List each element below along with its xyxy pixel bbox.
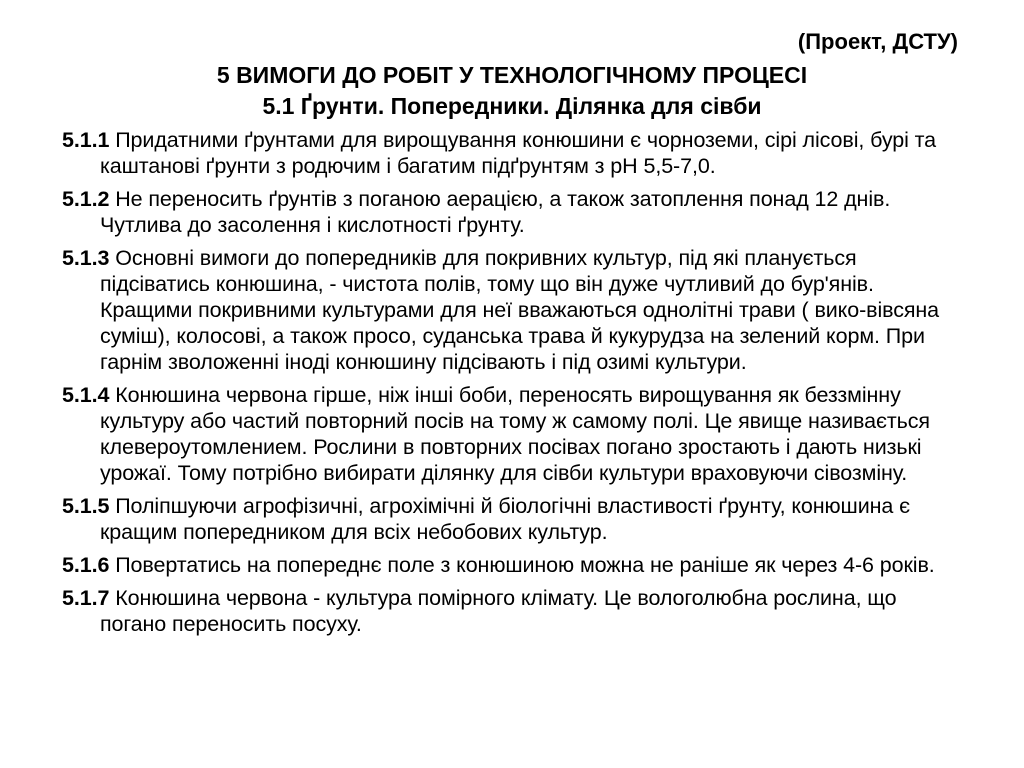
- clause-item: [62, 186, 967, 238]
- clause-number: 5.1.3: [62, 246, 110, 270]
- section-title: 5 ВИМОГИ ДО РОБІТ У ТЕХНОЛОГІЧНОМУ ПРОЦЕСІ: [216, 62, 808, 88]
- clause-item: [62, 493, 967, 545]
- clause-item: [62, 127, 967, 179]
- clause-item: [62, 245, 967, 375]
- clause-list: [62, 127, 967, 644]
- clause-text: Конюшина червона гірше, ніж інші боби, переносять вирощування як беззмінну культуру або частий повторний посів на тому ж самому полі. Це явище називається клевероутомлением. Рослини в повторних посівах погано зростають і дають низькі урожаї. Тому потрібно вибирати ділянку для сівби культури враховуючи сівозміну.: [100, 383, 930, 485]
- clause-number: 5.1.2: [62, 187, 110, 211]
- clause-text: Придатними ґрунтами для вирощування конюшини є чорноземи, сірі лісові, бурі та каштанові ґрунти з родючим і багатим підґрунтям з рН 5,5-7,0.: [100, 128, 937, 178]
- clause-number: 5.1.5: [62, 494, 110, 518]
- clause-item: [62, 382, 967, 486]
- clause-text: Не переносить ґрунтів з поганою аерацією, а також затоплення понад 12 днів. Чутлива до засолення і кислотності ґрунту.: [100, 187, 891, 237]
- clause-number: 5.1.7: [62, 586, 110, 610]
- clause-number: 5.1.1: [62, 128, 110, 152]
- clause-number: 5.1.4: [62, 383, 110, 407]
- clause-text: Основні вимоги до попередників для покривних культур, під які планується підсіватись конюшина, - чистота полів, тому що він дуже чутливий до бур'янів. Кращими покривними культурами для неї вважаються однолітні трави ( вико-вівсяна суміш), колосові, а також просо, суданська трава й кукурудза на зелений корм. При гарнім зволоженні іноді конюшину підсівають і під озимі культури.: [100, 246, 940, 374]
- clause-text: Повертатись на попереднє поле з конюшиною можна не раніше як через 4-6 років.: [115, 553, 935, 577]
- clause-text: Поліпшуючи агрофізичні, агрохімічні й біологічні властивості ґрунту, конюшина є кращим попередником для всіх небобових культур.: [100, 494, 910, 544]
- clause-number: 5.1.6: [62, 553, 110, 577]
- clause-item: [62, 585, 967, 637]
- subsection-title: 5.1 Ґрунти. Попередники. Ділянка для сівби: [262, 93, 762, 119]
- clause-item: [62, 552, 967, 578]
- draft-note: (Проект, ДСТУ): [797, 29, 958, 54]
- clause-text: Конюшина червона - культура помірного клімату. Це вологолюбна рослина, що погано переносить посуху.: [100, 586, 897, 636]
